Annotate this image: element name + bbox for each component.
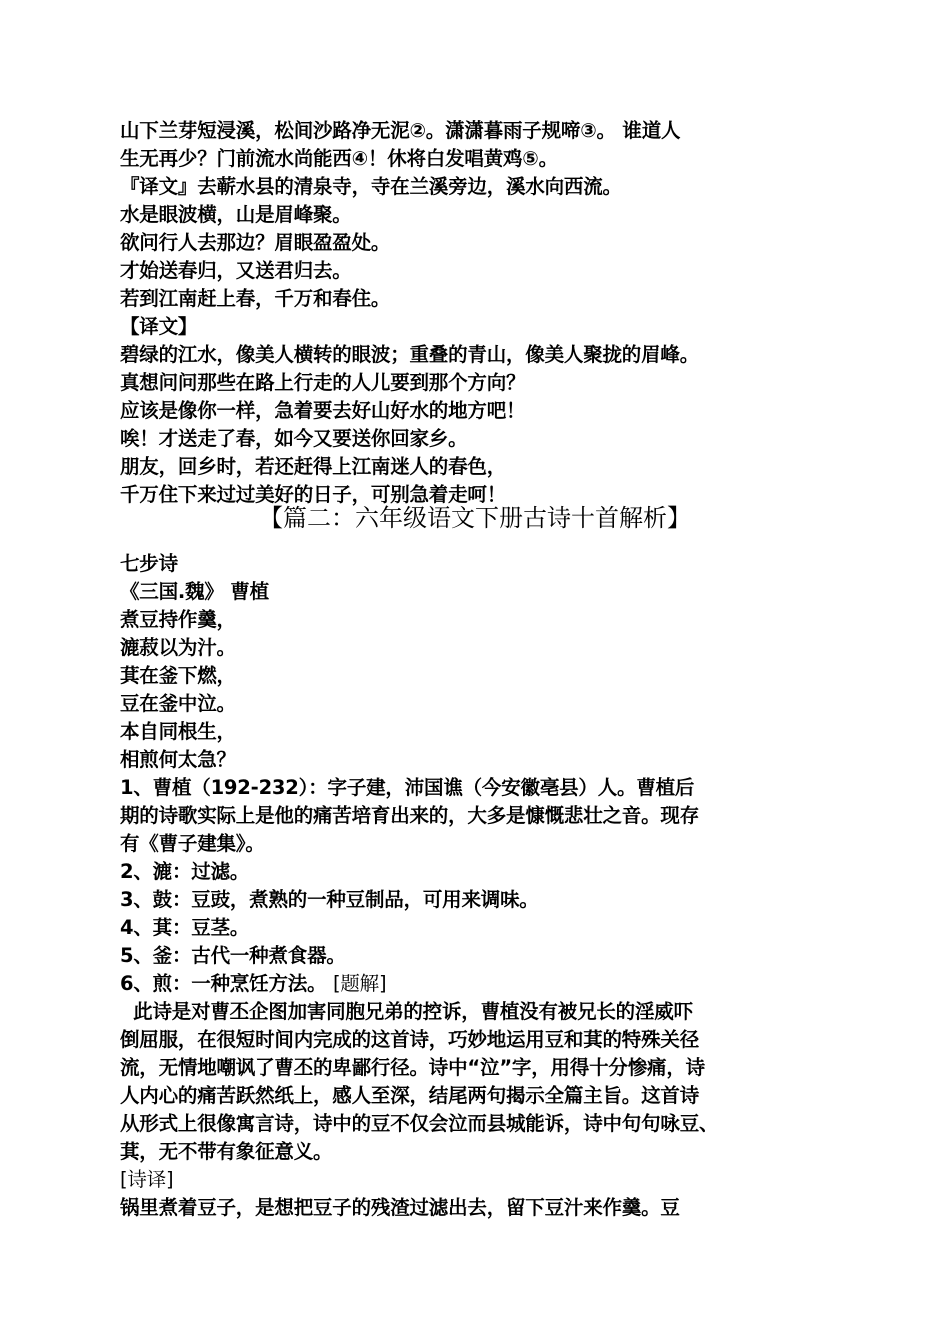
section-one	[120, 117, 855, 509]
text-line: 应该是像你一样，急着要去好山好水的地方吧！	[120, 399, 526, 422]
section-two	[120, 550, 855, 1222]
poem-line: 豆在釜中泣。	[120, 692, 236, 715]
text-line: 水是眼波横，山是眉峰聚。	[120, 203, 352, 226]
text-line: 真想问问那些在路上行走的人儿要到那个方向？	[120, 371, 526, 394]
note-line: 4、萁：豆茎。	[120, 916, 250, 939]
text-line: 欲问行人去那边？眉眼盈盈处。	[120, 231, 391, 254]
poem-line: 本自同根生，	[120, 720, 236, 743]
poem-line: 相煎何太急？	[120, 748, 236, 771]
text-line: 生无再少？门前流水尚能西④！休将白发唱黄鸡⑤。	[120, 147, 558, 170]
analysis-line: 人内心的痛苦跃然纸上，感人至深，结尾两句揭示全篇主旨。这首诗	[120, 1084, 700, 1107]
tijie-label: [题解]	[332, 972, 387, 995]
note-line: 3、鼓：豆豉，煮熟的一种豆制品，可用来调味。	[120, 888, 539, 911]
text-line: 山下兰芽短浸溪，松间沙路净无泥②。潇潇暮雨子规啼③。 谁道人	[120, 119, 681, 142]
note-line: 6、煎：一种烹饪方法。	[120, 972, 327, 995]
text-line: 『译文』去蕲水县的清泉寺，寺在兰溪旁边，溪水向西流。	[120, 175, 622, 198]
note-line-with-label	[120, 970, 855, 998]
analysis-line: 萁，无不带有象征意义。	[120, 1140, 333, 1163]
poem-author: 《三国.魏》 曹植	[120, 580, 269, 603]
translation-label: 【译文】	[120, 315, 198, 338]
poem-line: 萁在釜下燃，	[120, 664, 236, 687]
poem-line: 煮豆持作羹，	[120, 608, 236, 631]
text-line: 朋友，回乡时，若还赶得上江南迷人的春色，	[120, 455, 507, 478]
poem-title: 七步诗	[120, 552, 178, 575]
text-line: 碧绿的江水，像美人横转的眼波；重叠的青山，像美人聚拢的眉峰。	[120, 343, 700, 366]
text-line: 唉！才送走了春，如今又要送你回家乡。	[120, 427, 468, 450]
analysis-line: 此诗是对曹丕企图加害同胞兄弟的控诉，曹植没有被兄长的淫威吓	[120, 1000, 693, 1023]
shiyi-label: [诗译]	[120, 1168, 174, 1191]
analysis-line: 流，无情地嘲讽了曹丕的卑鄙行径。诗中“泣”字，用得十分惨痛，诗	[120, 1056, 705, 1079]
analysis-line: 倒屈服，在很短时间内完成的这首诗，巧妙地运用豆和萁的特殊关径	[120, 1028, 700, 1051]
section-heading: 【篇二：六年级语文下册古诗十首解析】	[259, 504, 691, 532]
analysis-line: 从形式上很像寓言诗，诗中的豆不仅会泣而县城能诉，诗中句句咏豆、	[120, 1112, 719, 1135]
translation-line: 锅里煮着豆子，是想把豆子的残渣过滤出去，留下豆汁来作羹。豆	[120, 1196, 680, 1219]
text-line: 千万住下来过过美好的日子，可别急着走呵！	[120, 483, 507, 506]
note-line: 5、釜：古代一种煮食器。	[120, 944, 346, 967]
text-line: 才始送春归，又送君归去。	[120, 259, 352, 282]
note-line: 期的诗歌实际上是他的痛苦培育出来的，大多是慷慨悲壮之音。现存	[120, 804, 700, 827]
note-line: 2、漉：过滤。	[120, 860, 250, 883]
note-line: 1、曹植（192-232）：字子建，沛国谯（今安徽亳县）人。曹植后	[120, 776, 695, 799]
text-line: 若到江南赶上春，千万和春住。	[120, 287, 391, 310]
note-line: 有《曹子建集》。	[120, 832, 265, 855]
poem-line: 漉菽以为汁。	[120, 636, 236, 659]
